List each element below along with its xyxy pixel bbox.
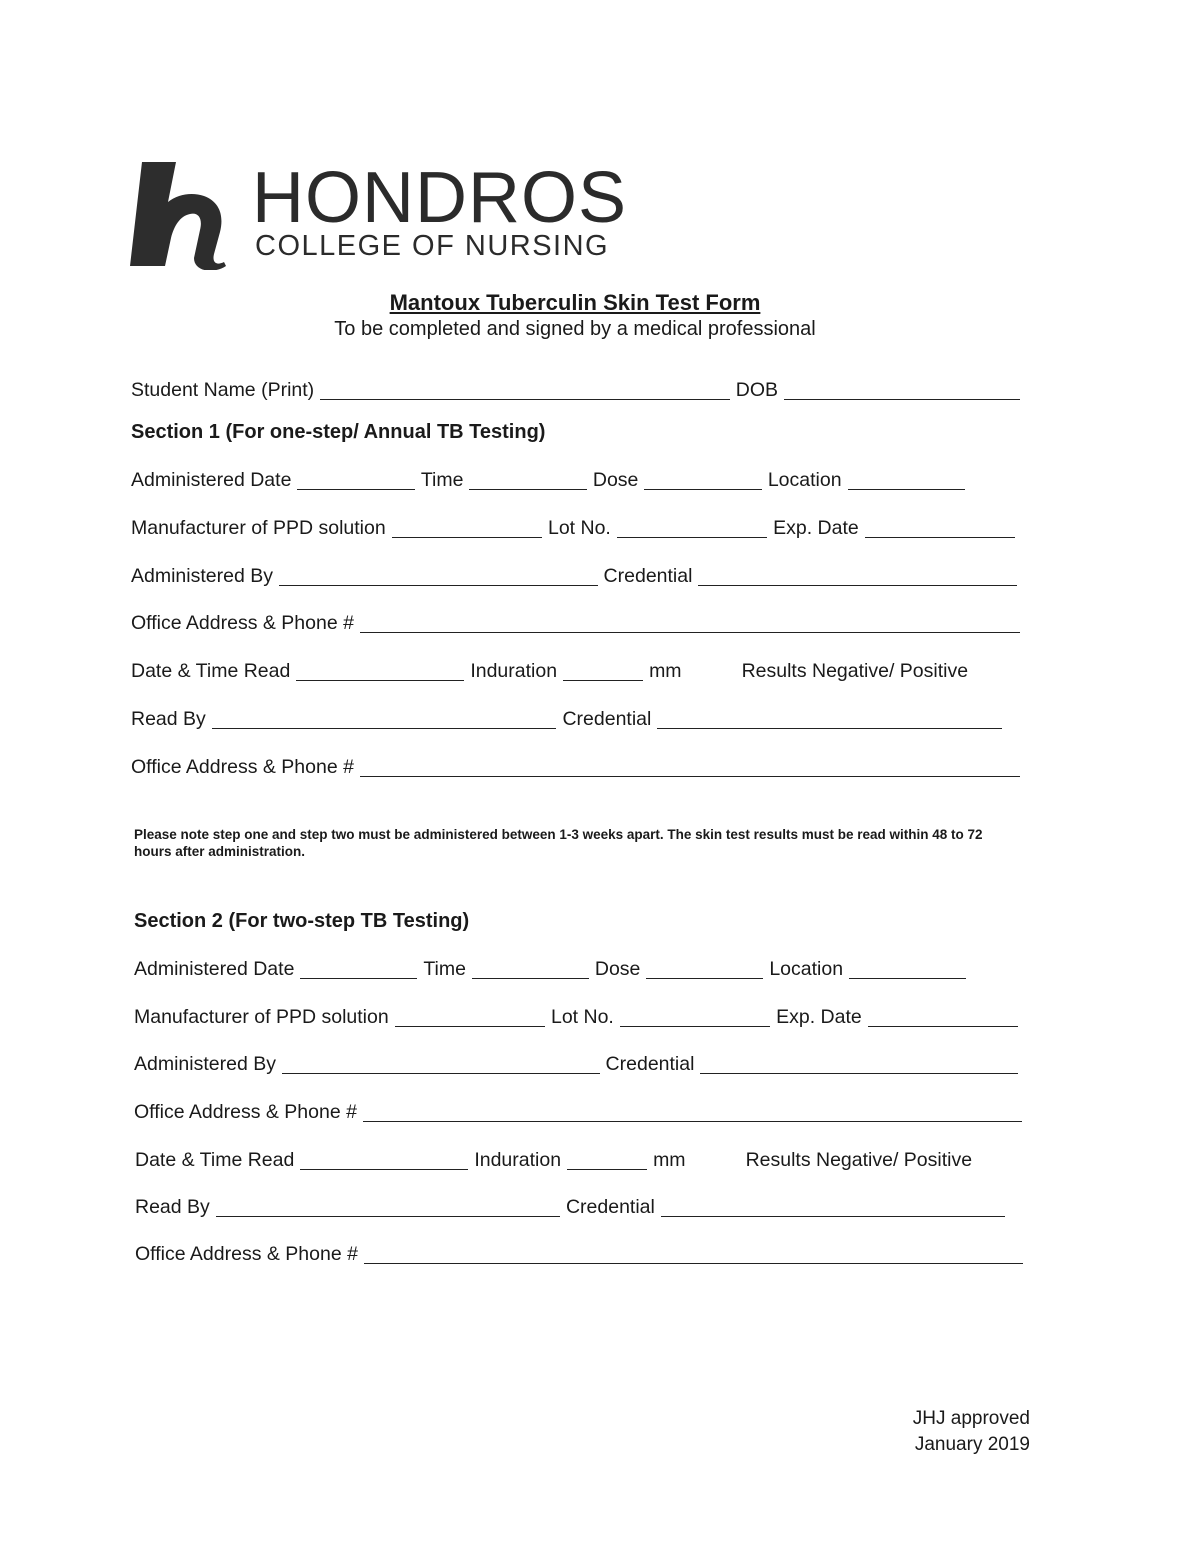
form-title: Mantoux Tuberculin Skin Test Form — [389, 290, 761, 315]
s1-location-label: Location — [767, 469, 842, 491]
s1-manufacturer-field[interactable] — [392, 537, 542, 538]
s1-exp-label: Exp. Date — [773, 517, 859, 539]
section-2-heading: Section 2 (For two-step TB Testing) — [134, 910, 470, 932]
form-subtitle: To be completed and signed by a medical professional — [334, 318, 816, 340]
s2-induration-field[interactable] — [567, 1169, 647, 1170]
s1-administered-by-row — [131, 563, 1023, 589]
s1-office-label-2: Office Address & Phone # — [131, 756, 354, 778]
s2-time-label: Time — [423, 958, 466, 980]
s1-location-field[interactable] — [848, 489, 965, 490]
s2-location-field[interactable] — [849, 978, 966, 979]
s2-administered-row — [134, 956, 972, 982]
student-name-field[interactable] — [320, 399, 730, 400]
s1-administered-by-field[interactable] — [279, 585, 598, 586]
s1-office-row-1 — [131, 610, 1026, 636]
s2-read-by-row — [135, 1194, 1011, 1220]
s2-lot-field[interactable] — [620, 1026, 770, 1027]
student-row — [131, 377, 1026, 403]
s2-office-label-2: Office Address & Phone # — [135, 1243, 358, 1265]
approval-text: JHJ approved — [912, 1408, 1030, 1429]
s2-dose-field[interactable] — [646, 978, 763, 979]
s2-credential-field[interactable] — [700, 1073, 1018, 1074]
s2-manufacturer-label: Manufacturer of PPD solution — [134, 1006, 389, 1028]
s1-lot-field[interactable] — [617, 537, 767, 538]
college-logo — [128, 158, 648, 273]
s2-read-by-label: Read By — [135, 1196, 210, 1218]
logo-h-mark-icon — [128, 158, 228, 270]
s2-office-field-1[interactable] — [363, 1121, 1022, 1122]
dob-field[interactable] — [784, 399, 1020, 400]
s1-induration-label: Induration — [470, 660, 558, 682]
s1-office-label-1: Office Address & Phone # — [131, 612, 354, 634]
s2-administered-date-field[interactable] — [300, 978, 417, 979]
s1-read-credential-label: Credential — [562, 708, 652, 730]
s2-date-time-read-field[interactable] — [300, 1169, 468, 1170]
s2-manufacturer-field[interactable] — [395, 1026, 545, 1027]
s2-read-credential-label: Credential — [565, 1196, 655, 1218]
s1-induration-field[interactable] — [563, 680, 643, 681]
dob-label: DOB — [735, 379, 778, 401]
s2-administered-by-field[interactable] — [282, 1073, 600, 1074]
s1-dose-field[interactable] — [644, 489, 761, 490]
s1-date-time-read-field[interactable] — [296, 680, 464, 681]
s1-read-by-row — [131, 706, 1008, 732]
s2-manufacturer-row — [134, 1004, 1024, 1030]
s2-date-time-read-label: Date & Time Read — [135, 1149, 295, 1171]
s2-office-field-2[interactable] — [364, 1263, 1023, 1264]
s2-office-row-1 — [134, 1099, 1028, 1125]
s2-read-row — [135, 1147, 1030, 1173]
s1-time-label: Time — [420, 469, 464, 491]
section-1-heading: Section 1 (For one-step/ Annual TB Testing) — [131, 421, 546, 443]
s2-exp-field[interactable] — [868, 1026, 1018, 1027]
s1-administered-date-label: Administered Date — [131, 469, 292, 491]
s1-read-row — [131, 658, 1026, 684]
s1-credential-field[interactable] — [698, 585, 1017, 586]
s2-office-row-2 — [135, 1241, 1029, 1267]
approval-footer — [913, 1406, 1030, 1458]
s2-location-label: Location — [769, 958, 844, 980]
s1-credential-label: Credential — [603, 565, 693, 587]
s1-mm-label: mm — [649, 660, 682, 682]
s1-administered-date-field[interactable] — [297, 489, 414, 490]
s1-time-field[interactable] — [469, 489, 586, 490]
s2-dose-label: Dose — [594, 958, 641, 980]
approval-date: January 2019 — [914, 1434, 1030, 1455]
s1-manufacturer-row — [131, 515, 1021, 541]
s1-results-label: Results Negative/ Positive — [741, 660, 969, 682]
s1-administered-row — [131, 467, 971, 493]
s1-exp-field[interactable] — [865, 537, 1015, 538]
s1-office-row-2 — [131, 754, 1026, 780]
student-name-label: Student Name (Print) — [131, 379, 315, 401]
s2-time-field[interactable] — [472, 978, 589, 979]
timing-note: Please note step one and step two must be administered between 1-3 weeks apart. The skin test results must be read within 48 to 72 hours after administration. — [134, 827, 983, 859]
s2-administered-by-row — [134, 1051, 1024, 1077]
s2-office-label-1: Office Address & Phone # — [134, 1101, 357, 1123]
s2-administered-by-label: Administered By — [134, 1053, 276, 1075]
s1-read-by-field[interactable] — [212, 728, 557, 729]
s1-date-time-read-label: Date & Time Read — [131, 660, 291, 682]
s1-read-credential-field[interactable] — [657, 728, 1002, 729]
s2-lot-label: Lot No. — [550, 1006, 614, 1028]
s1-administered-by-label: Administered By — [131, 565, 273, 587]
s2-exp-label: Exp. Date — [776, 1006, 862, 1028]
s2-credential-label: Credential — [605, 1053, 695, 1075]
s1-office-field-1[interactable] — [360, 632, 1020, 633]
s1-manufacturer-label: Manufacturer of PPD solution — [131, 517, 386, 539]
logo-name: HONDROS — [252, 158, 628, 238]
s2-mm-label: mm — [653, 1149, 686, 1171]
logo-subtitle: COLLEGE OF NURSING — [255, 230, 610, 262]
s2-read-by-field[interactable] — [216, 1216, 560, 1217]
s1-read-by-label: Read By — [131, 708, 206, 730]
s2-results-label: Results Negative/ Positive — [745, 1149, 973, 1171]
s1-office-field-2[interactable] — [360, 776, 1020, 777]
s2-induration-label: Induration — [474, 1149, 562, 1171]
s1-dose-label: Dose — [592, 469, 639, 491]
s2-administered-date-label: Administered Date — [134, 958, 295, 980]
s2-read-credential-field[interactable] — [661, 1216, 1005, 1217]
s1-lot-label: Lot No. — [547, 517, 611, 539]
